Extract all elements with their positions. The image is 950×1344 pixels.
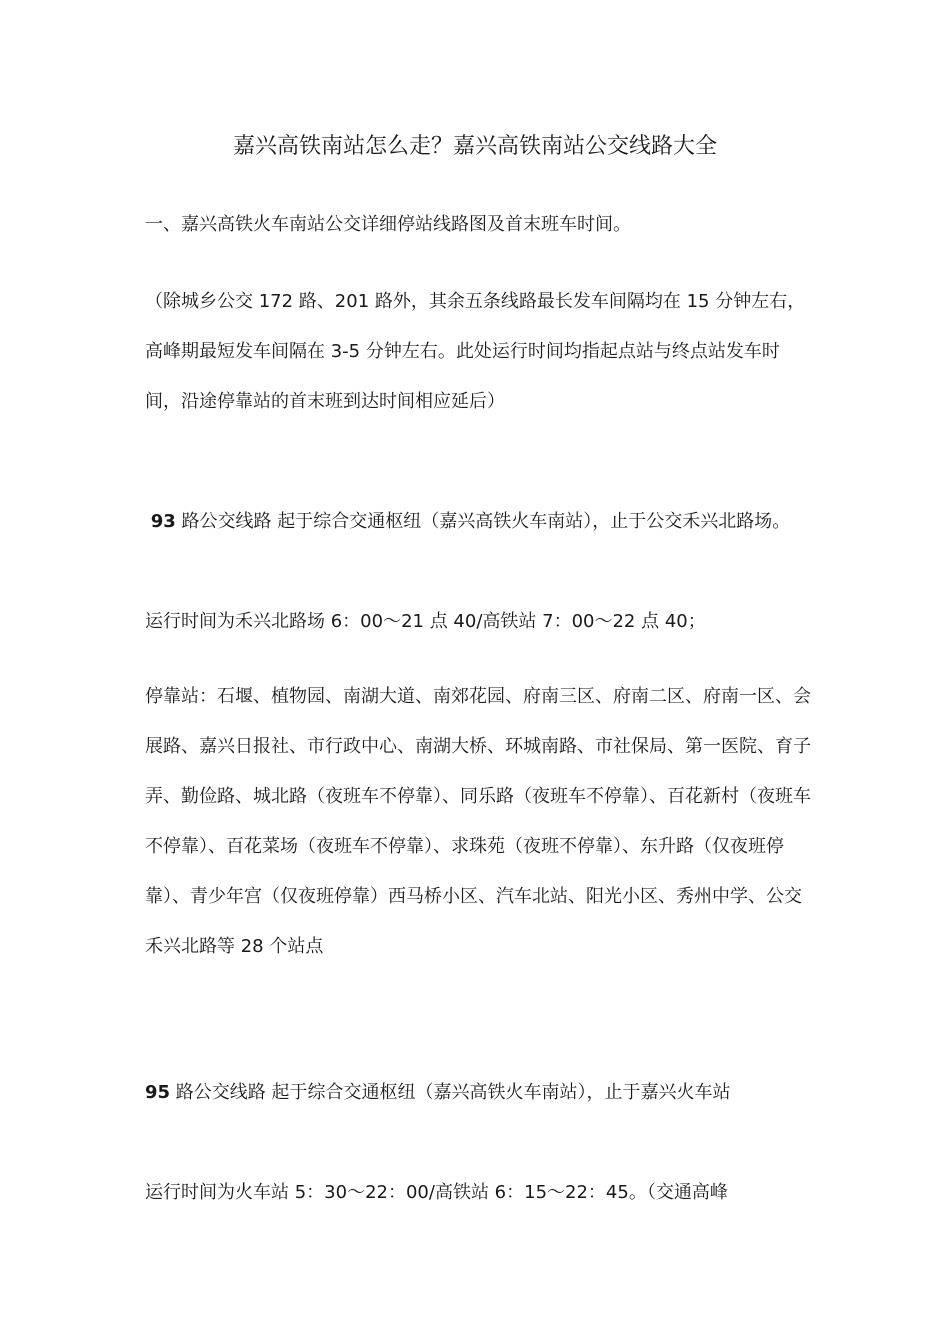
route-93-heading [145,497,813,547]
route-93-hours-text: 运行时间为禾兴北路场 6：00～21 点 40/高铁站 7：00～22 点 40； [145,611,706,632]
page-title: 嘉兴高铁南站怎么走？嘉兴高铁南站公交线路大全 [232,134,717,159]
section-heading [145,200,813,250]
route-93-heading-text: 路公交线路 起于综合交通枢纽（嘉兴高铁火车南站），止于公交禾兴北路场。 [175,511,791,532]
route-95-heading-line [145,1068,813,1118]
route-93-number: 93 [150,511,176,532]
route-95-heading-text: 路公交线路 起于综合交通枢纽（嘉兴高铁火车南站），止于嘉兴火车站 [170,1082,731,1103]
intro-note-text: （除城乡公交 172 路、201 路外，其余五条线路最长发车间隔均在 15 分钟左右，高峰期最短发车间隔在 3-5 分钟左右。此处运行时间均指起点站与终点站发车时间，沿途停靠站的首末班到达时间相应延后） [145,291,806,412]
route-95-hours [145,1168,813,1218]
route-95-number: 95 [145,1082,171,1103]
route-95-heading [145,1068,813,1118]
route-93-stops-text: 停靠站：石堰、植物园、南湖大道、南郊花园、府南三区、府南二区、府南一区、会展路、嘉兴日报社、市行政中心、南湖大桥、环城南路、市社保局、第一医院、育子弄、勤俭路、城北路（夜班车不停靠）、同乐路（夜班车不停靠）、百花新村（夜班车不停靠）、百花菜场（夜班车不停靠）、求珠苑（夜班不停靠）、东升路（仅夜班停靠）、青少年宫（仅夜班停靠）西马桥小区、汽车北站、阳光小区、秀州中学、公交禾兴北路等 28 个站点 [145,686,811,957]
route-93-heading-line [145,497,813,547]
section-heading-text: 一、嘉兴高铁火车南站公交详细停站线路图及首末班车时间。 [145,214,631,235]
route-93-hours [145,597,813,647]
route-95-hours-text: 运行时间为火车站 5：30～22：00/高铁站 6：15～22：45。（交通高峰 [145,1182,728,1203]
route-93-stops [145,672,813,972]
intro-note [145,277,813,427]
